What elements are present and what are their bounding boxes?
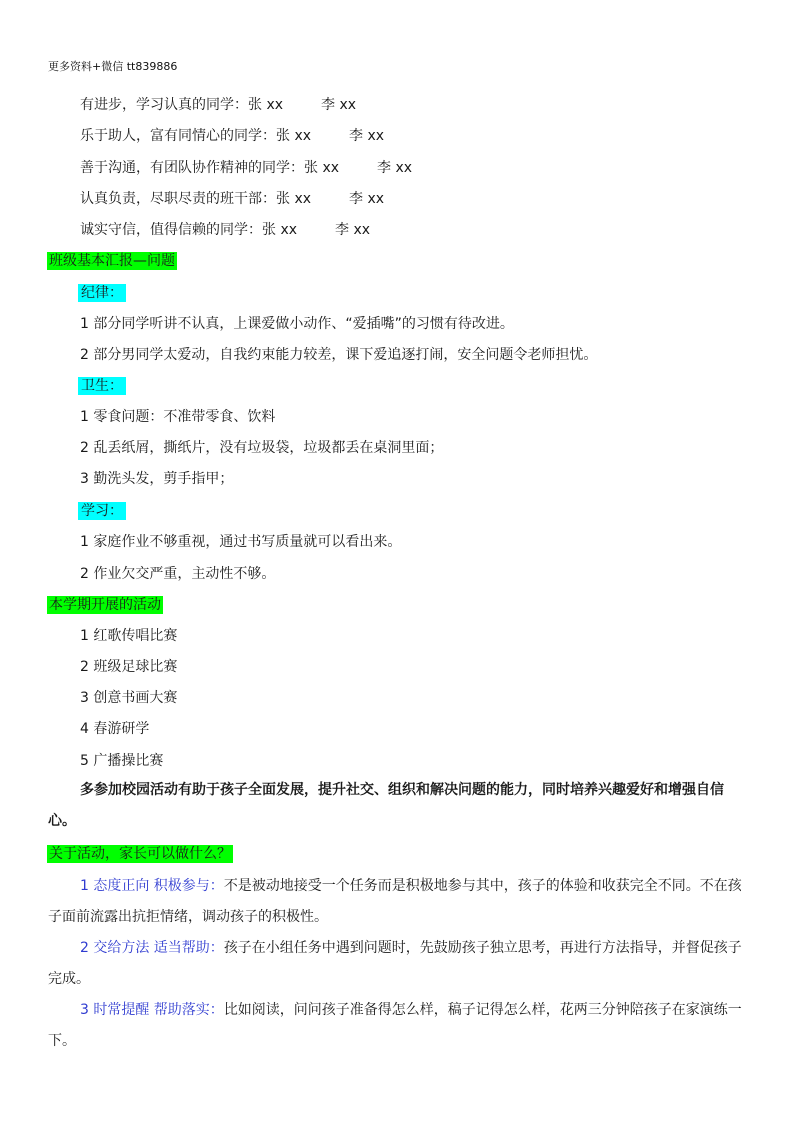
list-item: 2 部分男同学太爱动，自我约束能力较差，课下爱追逐打闹，安全问题令老师担忧。: [80, 347, 598, 363]
activity-item: 3 创意书画大赛: [80, 690, 178, 706]
section-heading-parents: [47, 843, 233, 865]
parent-tip: [48, 933, 748, 995]
label-study: [78, 500, 126, 522]
award-second: 李 xx: [349, 128, 385, 144]
award-line: [80, 94, 356, 116]
list-item: 2 乱丢纸屑，撕纸片，没有垃圾袋，垃圾都丢在桌洞里面；: [80, 440, 444, 456]
list-item: 3 勤洗头发，剪手指甲；: [80, 471, 234, 487]
label-highlight: 纪律：: [78, 284, 126, 302]
tip-title: 3 时常提醒 帮助落实：: [80, 1002, 224, 1018]
label-discipline: [78, 282, 126, 304]
heading-highlight: 本学期开展的活动: [49, 597, 161, 613]
parent-tip: [48, 871, 748, 933]
award-second: 李 xx: [377, 160, 413, 176]
tip-title: 1 态度正向 积极参与：: [80, 878, 224, 894]
tip-title: 2 交给方法 适当帮助：: [80, 940, 224, 956]
award-line: [80, 157, 412, 179]
label-hygiene: [78, 375, 126, 397]
award-line: [80, 219, 370, 241]
activity-item: 5 广播操比赛: [80, 753, 164, 769]
heading-highlight: 关于活动，家长可以做什么？: [49, 846, 231, 862]
list-item: 2 作业欠交严重，主动性不够。: [80, 566, 276, 582]
tip-body: 孩子在小组任务中遇到问题时，先鼓励孩子独立思考，再进行方法指导，并督促孩子完成。: [48, 940, 742, 987]
award-label: 认真负责，尽职尽责的班干部：张 xx: [80, 191, 312, 207]
label-highlight: 卫生：: [78, 377, 126, 395]
award-line: [80, 188, 384, 210]
heading-highlight: 班级基本汇报—问题: [49, 253, 175, 269]
award-second: 李 xx: [349, 191, 385, 207]
award-line: [80, 125, 384, 147]
label-highlight: 学习：: [78, 502, 126, 520]
activities-summary: 多参加校园活动有助于孩子全面发展，提升社交、组织和解决问题的能力，同时培养兴趣爱好和增强自信心。: [48, 782, 724, 829]
list-item: 1 家庭作业不够重视，通过书写质量就可以看出来。: [80, 534, 402, 550]
activity-item: 2 班级足球比赛: [80, 659, 178, 675]
list-item: 1 零食问题：不准带零食、饮料: [80, 409, 276, 425]
activity-item: 1 红歌传唱比赛: [80, 628, 178, 644]
list-item: 1 部分同学听讲不认真，上课爱做小动作、“爱插嘴”的习惯有待改进。: [80, 316, 514, 332]
section-heading-activities: [47, 594, 163, 616]
award-label: 诚实守信，值得信赖的同学：张 xx: [80, 222, 298, 238]
award-second: 李 xx: [335, 222, 371, 238]
parent-tip: [48, 995, 748, 1057]
tip-body: 比如阅读，问问孩子准备得怎么样，稿子记得怎么样，花两三分钟陪孩子在家演练一下。: [48, 1002, 742, 1049]
award-second: 李 xx: [321, 97, 357, 113]
activity-item: 4 春游研学: [80, 721, 150, 737]
award-label: 有进步，学习认真的同学：张 xx: [80, 97, 284, 113]
award-label: 乐于助人，富有同情心的同学：张 xx: [80, 128, 312, 144]
section-heading-problems: [47, 250, 177, 272]
tip-body: 不是被动地接受一个任务而是积极地参与其中，孩子的体验和收获完全不同。不在孩子面前流露出抗拒情绪，调动孩子的积极性。: [48, 878, 742, 925]
award-label: 善于沟通，有团队协作精神的同学：张 xx: [80, 160, 340, 176]
watermark-text: 更多资料+微信 tt839886: [48, 60, 178, 73]
